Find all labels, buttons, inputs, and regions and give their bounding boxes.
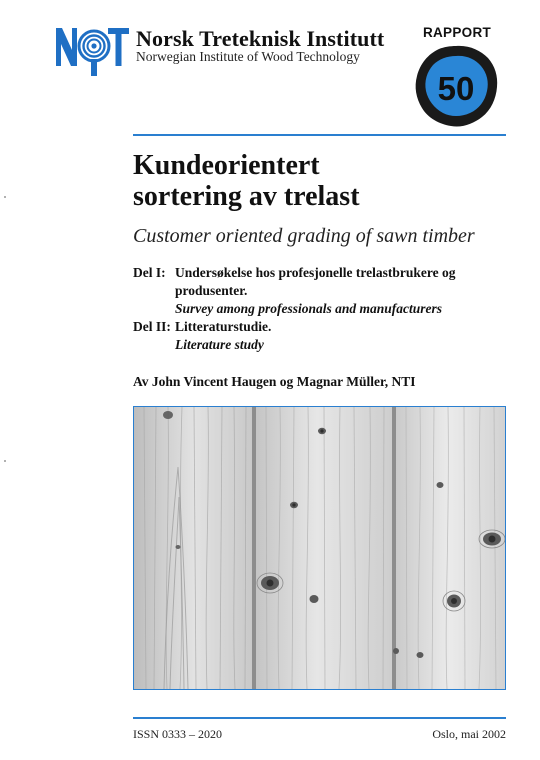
- part-1-title-line-1: Undersøkelse hos profesjonelle trelastbrukere og: [175, 265, 456, 280]
- title-line-2: sortering av trelast: [133, 181, 360, 212]
- scan-edge-mark: [4, 460, 6, 462]
- scan-edge-mark: [4, 196, 6, 198]
- report-title: [133, 150, 360, 212]
- part-2-title-english: Literature study: [175, 337, 264, 352]
- nti-logo-icon: [54, 20, 130, 80]
- report-label: RAPPORT: [422, 25, 492, 40]
- top-divider: [133, 134, 506, 136]
- part-1-title-english: Survey among professionals and manufacturers: [175, 301, 443, 316]
- bottom-divider: [133, 717, 506, 719]
- report-number-badge: [414, 44, 498, 128]
- report-subtitle-english: Customer oriented grading of sawn timber: [133, 225, 475, 247]
- report-number: 50: [437, 70, 475, 107]
- authors: Av John Vincent Haugen og Magnar Müller, NTI: [133, 374, 416, 389]
- title-line-1: Kundeorientert: [133, 150, 320, 181]
- issn: ISSN 0333 – 2020: [133, 727, 223, 741]
- part-2-title: Litteraturstudie.: [175, 319, 272, 334]
- institute-name-english: Norwegian Institute of Wood Technology: [136, 49, 360, 64]
- place-and-date: Oslo, mai 2002: [432, 727, 506, 741]
- cover-photo-wood-boards: [133, 406, 506, 690]
- part-2-label: Del II:: [133, 319, 171, 334]
- part-2: [133, 318, 505, 354]
- part-1-label: Del I:: [133, 265, 166, 280]
- institute-name: Norsk Treteknisk Institutt: [136, 26, 385, 51]
- part-1: [133, 264, 505, 318]
- part-1-title-line-2: produsenter.: [175, 283, 248, 298]
- report-parts: [133, 264, 505, 354]
